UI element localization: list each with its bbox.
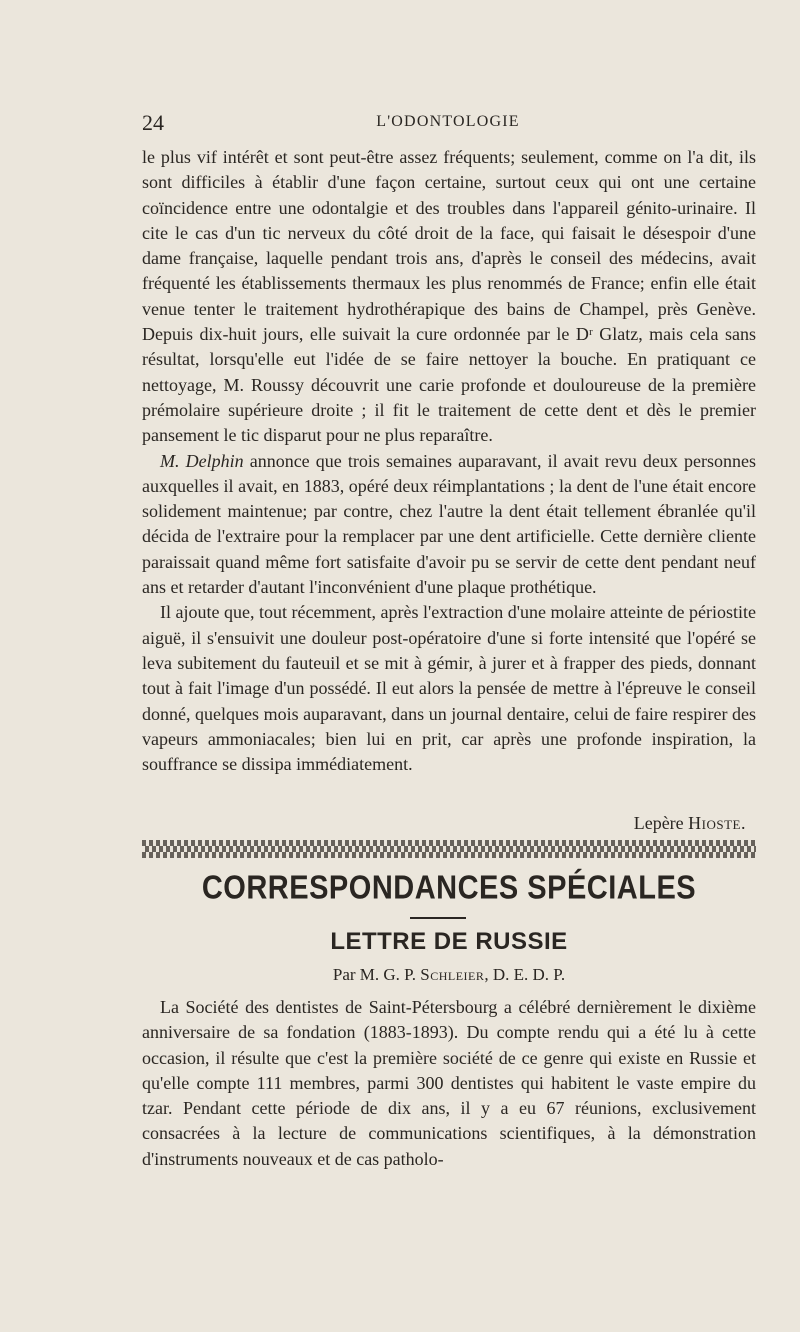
paragraph-extraction: Il ajoute que, tout récemment, après l'extraction d'une molaire atteinte de périostite aiguë, il s'ensuivit une douleur post-opératoire d'une si forte intensité que l'opéré se leva subitement du fauteuil et se mit à gémir, à jurer et à frapper des pieds, donnant tout à fait l'image d'un possédé. Il eut alors la pensée de mettre à l'épreuve le conseil donné, quelques mois auparavant, dans un journal dentaire, celui de faire respirer des vapeurs ammoniacales; bien lui en prit, car après une profonde inspiration, la souffrance se dissipa immédiatement. (142, 602, 756, 775)
paragraph-delphin-text: annonce que trois semaines auparavant, il avait revu deux personnes auxquelles il avait, en 1883, opéré deux réimplantations ; la dent de l'une était encore solidement maintenue; par contre, chez l'autre la dent était tellement ébranlée qu'il décida de l'extraire pour la remplacer par une dent artificielle. Cette dernière cliente paraissait quand même fort satisfaite d'avoir pu se servir de cette dent pendant neuf ans et retarder d'autant l'inconvénient d'une plaque prothétique. (142, 450, 757, 598)
article-body (142, 145, 756, 777)
signature-last: Hioste. (688, 813, 746, 833)
paragraph-delphin (142, 449, 756, 601)
paragraph-letter: La Société des dentistes de Saint-Pétersbourg a célébré dernièrement le dixième anniversaire de sa fondation (1883-1893). Du compte rendu qui a été lu à cette occasion, il résulte que c'est la première société de ce genre qui existe en Russie et qu'elle compte 111 membres, parmi 300 dentistes qui habitent le vaste empire du tzar. Pendant cette période de dix ans, il y a eu 67 réunions, exclusivement consacrées à la lecture de communications scientifiques, à la démonstration d'instruments nouveaux et de cas patholo- (142, 997, 756, 1169)
page-number: 24 (142, 110, 164, 135)
section-title: CORRESPONDANCES SPÉCIALES (201, 869, 697, 907)
byline (142, 965, 756, 985)
byline-author: Schleier (420, 965, 485, 984)
signature (142, 813, 746, 834)
section-subtitle: LETTRE DE RUSSIE (330, 928, 568, 955)
ornamental-divider (142, 840, 756, 858)
byline-suffix: , D. E. D. P. (484, 965, 566, 984)
byline-prefix: Par M. G. P. (332, 965, 421, 984)
paragraph-roussy: le plus vif intérêt et sont peut-être assez fréquents; seulement, comme on l'a dit, ils sont difficiles à établir d'une façon certaine, surtout ceux qui ont une certaine coïncidence entre une odontalgie et des troubles dans l'appareil génito-urinaire. Il cite le cas d'un tic nerveux du côté droit de la face, qui faisait le désespoir d'une dame française, laquelle pendant trois ans, d'après le conseil des médecins, avait fréquenté les établissements thermaux les plus renommés de France; enfin elle était venue tenter le traitement hydrothérapique des bains de Champel, près Genève. Depuis dix-huit jours, elle suivait la cure ordonnée par le Dʳ Glatz, mais cela sans résultat, lorsqu'elle eut l'idée de se faire nettoyer la bouche. En pratiquant ce nettoyage, M. Roussy découvrit une carie profonde et douloureuse de la première prémolaire supérieure droite ; il fit le traitement de cette dent et dès le premier pansement le tic disparut pour ne plus reparaître. (142, 147, 756, 446)
title-rule (410, 917, 466, 919)
speaker-name: M. Delphin (160, 450, 244, 471)
page-header (142, 110, 754, 136)
letter-body (142, 995, 756, 1172)
signature-first: Lepère (633, 813, 689, 833)
running-title: L'ODONTOLOGIE (376, 113, 520, 130)
